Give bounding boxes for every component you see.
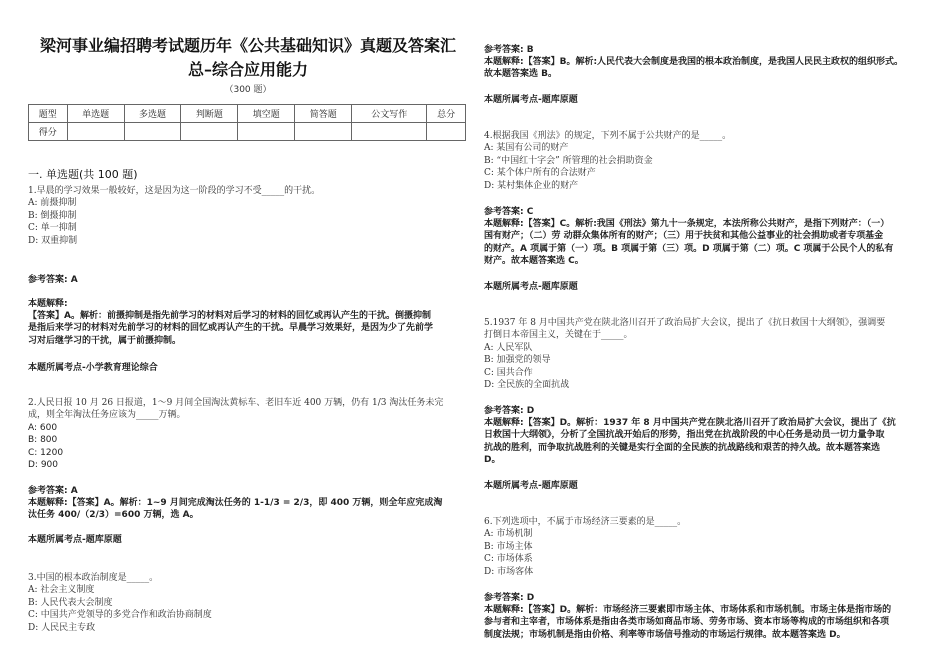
explanation-6 (484, 604, 891, 641)
option: B: 市场主体 (484, 541, 533, 552)
explain-line: 的财产。A 项属于第（一）项。B 项属于第（三）项。D 项属于第（二）项。C 项属于公民个人的私有 (484, 243, 894, 254)
question-stem: 2.人民日报 10 月 26 日报道，1～9 月间全国淘汰黄标车、老旧车近 400 万辆，仍有 1/3 淘汰任务未完 (28, 398, 444, 408)
explanation-2 (28, 497, 442, 522)
question-3 (28, 572, 212, 634)
title-line-2: 总–综合应用能力 (187, 60, 308, 79)
option: A: 社会主义制度 (28, 585, 95, 596)
score-cell (352, 123, 427, 141)
section-title: 一. 单选题(共 100 题) (28, 168, 138, 181)
answer-1: 参考答案: A (28, 275, 78, 285)
option: D: 900 (28, 460, 59, 471)
explain-line: 抗战的胜利，而争取抗战胜利的关键是实行全面的全民族的抗战路线和艰苦的持久战。故本题答案选 (484, 442, 881, 453)
explain-line: 日救国十大纲领》，分析了全国抗战开始后的形势，指出党在抗战阶段的中心任务是动员一切力量争取 (484, 430, 885, 441)
question-stem: 6.下列选项中，不属于市场经济三要素的是_____。 (484, 517, 687, 527)
explain-line: 本题解释:【答案】A。解析：1~9 月间完成淘汰任务的 1-1/3 = 2/3，即 400 万辆，则全年应完成淘 (28, 498, 443, 508)
question-stem: 5.1937 年 8 月中国共产党在陕北洛川召开了政治局扩大会议，提出了《抗日救国十大纲领》，强调要 (484, 318, 886, 328)
option: A: 某国有公司的财产 (484, 143, 569, 154)
score-row-label: 得分 (29, 123, 68, 141)
score-header-cell: 判断题 (181, 105, 238, 123)
explain-line: 财产。故本题答案选 C。 (484, 256, 584, 267)
option: D: 某村集体企业的财产 (484, 180, 579, 191)
title-line-1: 梁河事业编招聘考试题历年《公共基础知识》真题及答案汇 (39, 36, 456, 55)
score-header-cell: 总分 (427, 105, 466, 123)
explanation-4 (484, 218, 893, 268)
explain-line: 制度法规；市场机制是指由价格、利率等市场信号推动的市场运行规律。故本题答案选 D。 (484, 629, 846, 640)
score-cell (181, 123, 238, 141)
explain-line: 故本题答案选 B。 (484, 69, 557, 80)
option: B: 800 (28, 435, 58, 446)
explanation-5 (484, 417, 896, 467)
answer-3: 参考答案: B (484, 45, 534, 55)
option: D: 人民民主专政 (28, 622, 96, 633)
option: C: 1200 (28, 447, 64, 458)
question-count: （300 题） (224, 85, 272, 95)
category-1: 本题所属考点-小学教育理论综合 (28, 363, 158, 373)
question-stem: 1.早晨的学习效果一般较好，这是因为这一阶段的学习不受_____的干扰。 (28, 186, 321, 196)
question-stem: 3.中国的根本政治制度是_____。 (28, 573, 159, 583)
option: B: 人民代表大会制度 (28, 597, 113, 608)
option: C: 某个体户所有的合法财产 (484, 168, 596, 179)
question-stem: 打倒日本帝国主义，关键在于_____。 (484, 330, 633, 341)
score-table-score-row (29, 123, 466, 141)
score-table (28, 104, 466, 141)
score-cell (124, 123, 181, 141)
option: A: 前摄抑制 (28, 198, 77, 209)
option: D: 市场客体 (484, 566, 534, 577)
score-cell (427, 123, 466, 141)
explain-line: 本题解释:【答案】D。解析：1937 年 8 月中国共产党在陕北洛川召开了政治局扩大会议，提出了《抗 (484, 418, 896, 428)
explain-line: 国有财产；（二）劳 动群众集体所有的财产；（三）用于扶贫和其他公益事业的社会捐助或者专项基金 (484, 231, 884, 242)
score-header-cell: 单选题 (67, 105, 124, 123)
explain-line: 参与者和主宰者，市场体系是指由各类市场如商品市场、劳务市场、资本市场等构成的市场组织和各项 (484, 617, 890, 628)
explain-line: 汰任务 400/（2/3）=600 万辆，选 A。 (28, 510, 199, 521)
option: D: 双重抑制 (28, 235, 78, 246)
score-table-header-row (29, 105, 466, 123)
explain-line: 本题解释:【答案】C。解析:我国《刑法》第九十一条规定，本法所称公共财产，是指下列财产：（一） (484, 219, 890, 229)
score-cell (67, 123, 124, 141)
explain-line: 本题解释:【答案】B。解析:人民代表大会制度是我国的根本政治制度，是我国人民民主政权的组织形式。 (484, 57, 904, 67)
score-header-cell: 简答题 (295, 105, 352, 123)
option: D: 全民族的全面抗战 (484, 380, 570, 391)
score-header-cell: 公文写作 (352, 105, 427, 123)
option: A: 市场机制 (484, 529, 533, 540)
option: C: 中国共产党领导的多党合作和政治协商制度 (28, 610, 212, 621)
question-6 (484, 516, 686, 578)
category-2: 本题所属考点-题库原题 (28, 535, 122, 545)
question-stem: 成，则全年淘汰任务应该为_____万辆。 (28, 410, 186, 421)
score-cell (295, 123, 352, 141)
category-4: 本题所属考点-题库原题 (484, 282, 578, 292)
answer-2: 参考答案: A (28, 486, 78, 496)
answer-5: 参考答案: D (484, 406, 535, 416)
option: C: 国共合作 (484, 367, 533, 378)
question-5 (484, 317, 885, 391)
answer-4: 参考答案: C (484, 207, 534, 217)
option: B: 加强党的领导 (484, 355, 551, 366)
explanation-3 (484, 56, 903, 81)
category-5: 本题所属考点-题库原题 (484, 481, 578, 491)
explanation-1 (28, 310, 433, 347)
option: C: 市场体系 (484, 554, 533, 565)
explain-line: D。 (484, 455, 501, 466)
question-1 (28, 185, 320, 247)
question-stem: 4.根据我国《刑法》的规定，下列不属于公共财产的是_____。 (484, 131, 732, 141)
explain-line: 习对后继学习的干扰，属于前摄抑制。 (28, 335, 182, 346)
explain-line: 本题解释:【答案】D。解析：市场经济三要素即市场主体、市场体系和市场机制。市场主体是指市场的 (484, 605, 892, 615)
explain-line: 是指后来学习的材料对先前学习的材料的回忆或再认产生的干扰。早晨学习效果好，是因为少了先前学 (28, 323, 434, 334)
document-title (28, 34, 468, 82)
question-2 (28, 397, 443, 471)
category-3: 本题所属考点-题库原题 (484, 95, 578, 105)
option: A: 600 (28, 422, 58, 433)
score-header-cell: 多选题 (124, 105, 181, 123)
answer-6: 参考答案: D (484, 593, 535, 603)
option: A: 人民军队 (484, 342, 533, 353)
score-cell (238, 123, 295, 141)
explain-title-1: 本题解释: (28, 299, 68, 309)
option: B: “中国红十字会” 所管理的社会捐助资金 (484, 155, 653, 166)
score-header-cell: 题型 (29, 105, 68, 123)
question-4 (484, 130, 731, 192)
option: B: 倒摄抑制 (28, 210, 77, 221)
option: C: 单一抑制 (28, 223, 77, 234)
score-header-cell: 填空题 (238, 105, 295, 123)
explain-line: 【答案】A。解析：前摄抑制是指先前学习的材料对后学习的材料的回忆或再认产生的干扰。倒摄抑制 (28, 311, 431, 321)
